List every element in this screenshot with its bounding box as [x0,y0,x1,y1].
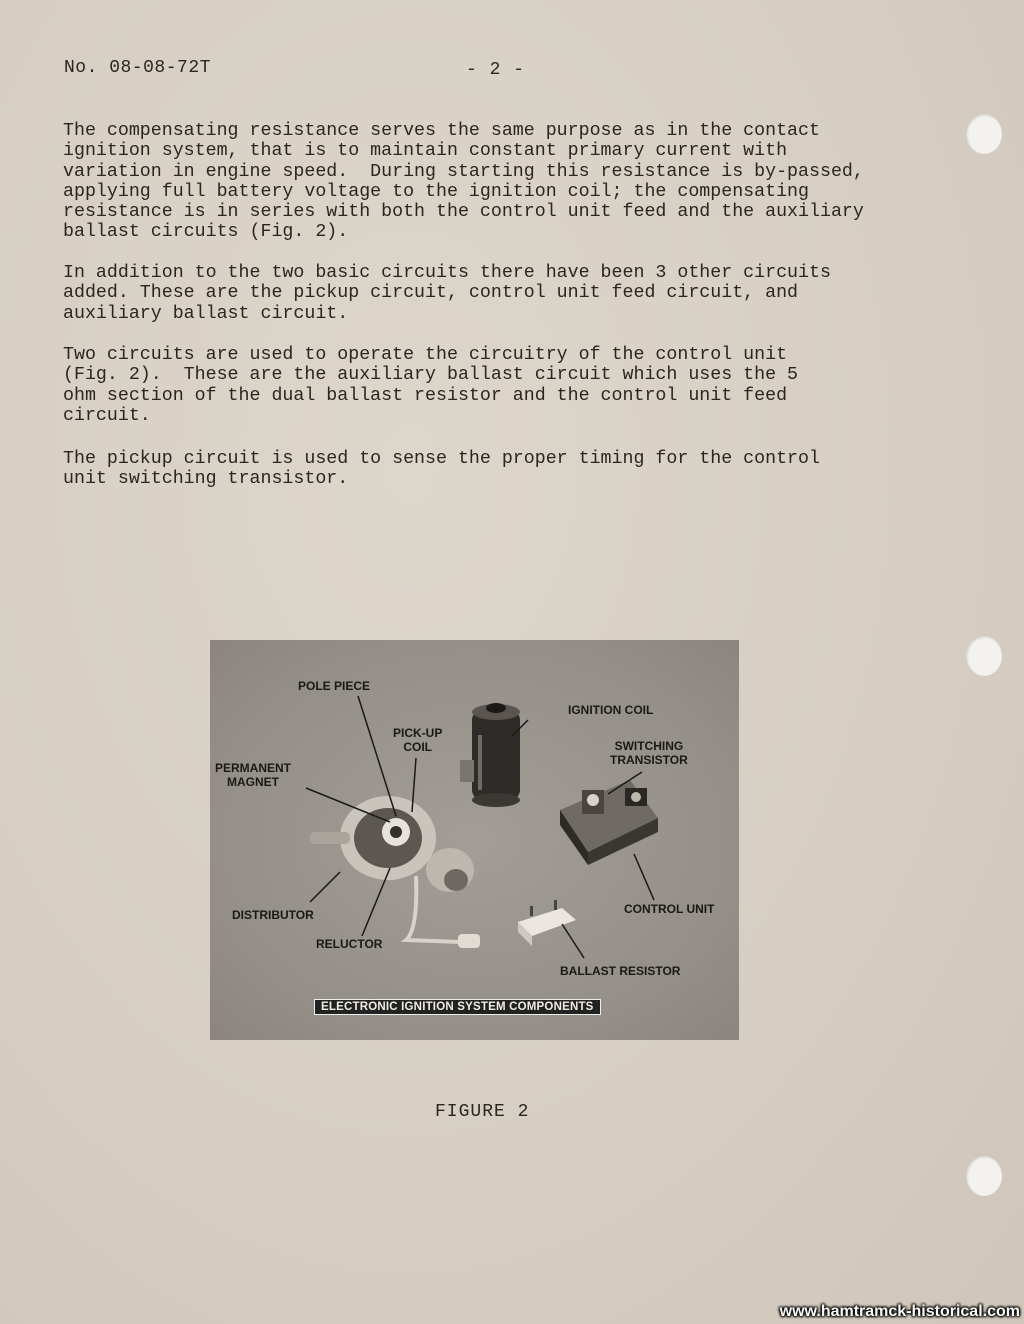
figure-title: ELECTRONIC IGNITION SYSTEM COMPONENTS [314,999,601,1015]
label-switching-transistor: SWITCHING TRANSISTOR [610,739,688,767]
label-reluctor: RELUCTOR [316,937,383,951]
paragraph-pickup-circuit: The pickup circuit is used to sense the proper timing for the control unit switching transistor. [63,449,820,490]
label-control-unit: CONTROL UNIT [624,902,715,916]
label-distributor: DISTRIBUTOR [232,908,314,922]
figure-photo [210,640,739,1040]
ballast-resistor-illustration [518,900,576,946]
ignition-coil-illustration [460,703,520,807]
paragraph-added-circuits: In addition to the two basic circuits there have been 3 other circuits added. These are the pickup circuit, control unit feed circuit, and auxiliary ballast circuit. [63,263,831,324]
page-number: - 2 - [466,60,526,80]
binder-hole [966,636,1002,676]
site-watermark: www.hamtramck-historical.com [779,1303,1020,1320]
label-pole-piece: POLE PIECE [298,679,371,693]
paragraph-control-unit-circuits: Two circuits are used to operate the circuitry of the control unit (Fig. 2). These are the auxiliary ballast circuit which uses the 5 ohm section of the dual ballast resistor and the control unit feed circuit. [63,345,799,426]
binder-hole [966,114,1002,154]
paragraph-compensating-resistance: The compensating resistance serves the same purpose as in the contact ignition system, that is to maintain constant primary current with variation in engine speed. During starting this resistance is by-passed, applying full battery voltage to the ignition coil; the compensating resistance is in series with both the control unit feed and the auxiliary ballast circuits (Fig. 2). [63,121,864,243]
label-ballast-resistor: BALLAST RESISTOR [560,964,681,978]
label-permanent-magnet: PERMANENT MAGNET [215,761,292,789]
figure-caption: FIGURE 2 [435,1102,530,1122]
label-ignition-coil: IGNITION COIL [568,703,654,717]
document-number: No. 08-08-72T [64,58,211,78]
distributor-illustration [310,796,480,948]
binder-hole [966,1156,1002,1196]
label-pick-up-coil: PICK-UP COIL [393,726,443,754]
components-illustration [210,640,739,1040]
